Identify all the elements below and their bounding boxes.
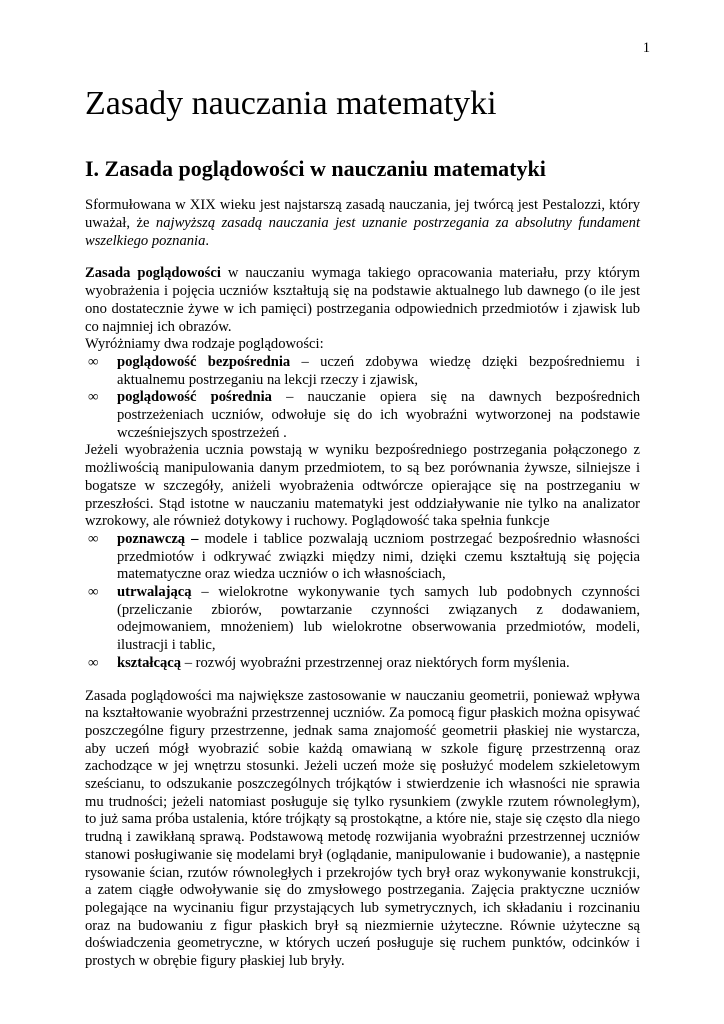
bullet-text — [117, 584, 640, 655]
paragraph — [85, 197, 640, 250]
page-number: 1 — [642, 40, 650, 56]
text-run: – wielokrotne wykonywanie tych samych lub podobnych czynności (przeliczanie zbiorów, powtarzanie czynności związanych z dodawaniem, odejmowaniem, mnożeniem) lub wielokrotne obserwowania przedmiotów, modeli, ilustracji i tablic, — [117, 584, 640, 654]
bullet-text — [117, 354, 640, 389]
infinity-bullet-icon: ∞ — [88, 389, 99, 406]
bullet-text — [117, 389, 640, 442]
bullet-item — [85, 584, 640, 655]
bullet-item — [85, 531, 640, 584]
document-body — [85, 197, 640, 971]
paragraph-spacer — [85, 673, 640, 688]
infinity-bullet-icon: ∞ — [88, 584, 99, 601]
text-run: Jeżeli wyobrażenia ucznia powstają w wyniku bezpośredniego postrzegania połączonego z możliwością manipulowania danym przedmiotem, to są bez porównania żywsze, silniejsze i bogatsze w szczegóły, aniżeli wyobrażenia odtwórcze opierające się na postrzeganiu w przeszłości. Stąd istotne w nauczaniu matematyki jest oddziaływanie nie tylko na analizator wzrokowy, ale również dotykowy i ruchowy. Poglądowość taka spełnia funkcje — [85, 442, 640, 530]
text-run: w nauczaniu wymaga takiego opracowania materiału, przy którym wyobrażenia i pojęcia uczniów kształtują się na podstawie aktualnego lub dawnego (o ile jest ono dostatecznie żywe w ich pamięci) postrzegania odpowiednich przedmiotów i zjawisk lub co najmniej ich obrazów. — [85, 265, 640, 335]
paragraph-spacer — [85, 250, 640, 265]
text-run: poznawczą – — [117, 530, 199, 547]
text-run: Sformułowana w XIX wieku jest najstarszą zasadą nauczania, jej twórcą jest Pestalozzi, który uważał, że — [85, 197, 640, 231]
bullet-item — [85, 655, 640, 673]
paragraph — [85, 688, 640, 971]
text-run: – nauczanie opiera się na dawnych bezpośrednich postrzeżeniach uczniów, odwołuje się do ich wyobraźni wytworzonej na podstawie wcześniejszych spostrzeżeń . — [117, 389, 640, 441]
paragraph — [85, 336, 640, 354]
text-run: Zasada poglądowości — [85, 265, 221, 282]
bullet-item — [85, 389, 640, 442]
text-run: utrwalającą — [117, 584, 192, 601]
text-run: . — [205, 232, 210, 249]
bullet-item — [85, 354, 640, 389]
infinity-bullet-icon: ∞ — [88, 530, 99, 547]
section-heading: I. Zasada poglądowości w nauczaniu matematyki — [85, 156, 546, 182]
infinity-bullet-icon: ∞ — [88, 353, 99, 370]
text-run: – uczeń zdobywa wiedzę dzięki bezpośredniemu i aktualnemu postrzeganiu na lekcji rzeczy i zjawisk, — [117, 353, 640, 388]
bullet-text — [117, 531, 640, 584]
text-run: Wyróżniamy dwa rodzaje poglądowości: — [85, 336, 324, 353]
text-run: najwyższą zasadą nauczania jest uznanie postrzegania za absolutny fundament wszelkiego poznania — [85, 214, 640, 249]
text-run: – rozwój wyobraźni przestrzennej oraz niektórych form myślenia. — [181, 654, 570, 671]
paragraph — [85, 265, 640, 336]
text-run: Zasada poglądowości ma największe zastosowanie w nauczaniu geometrii, ponieważ wpływa na kształtowanie wyobraźni przestrzennej uczniów. Za pomocą figur płaskich można opisywać poszczególne figury przestrzenne, jednak sama znajomość geometrii płaskiej nie wystarcza, aby uczeń mógł wyobrazić sobie każdą omawianą w szkole figurę przestrzenną oraz zachodzące w jej wnętrzu stosunki. Jeżeli uczeń może się posłużyć modelem szkieletowym sześcianu, to odszukanie poszczególnych trójkątów i stwierdzenie ich własności nie sprawia mu trudności; jeżeli natomiast posługuje się tylko rysunkiem (zwykle rzutem równoległym), to już sama próba ustalenia, które trójkąty są prostokątne, a które nie, staje się często dla niego trudną i zawikłaną sprawą. Podstawową metodę rozwijania wyobraźni przestrzennej uczniów stanowi posługiwanie się modelami brył (oglądanie, manipulowanie i budowanie), a następnie rysowanie ścian, rzutów równoległych i przekrojów tych brył oraz wykonywanie konstrukcji, a zatem ciągłe odwoływanie się do zmysłowego postrzegania. Zajęcia praktyczne uczniów polegające na wycinaniu figur przystających lub symetrycznych, ich składaniu i rozcinaniu oraz na budowaniu z figur płaskich brył są niezmiernie użyteczne. Równie użyteczne są doświadczenia geometryczne, w których uczeń posługuje się ruchem punktów, odcinków i prostych w obrębie figury płaskiej lub bryły. — [85, 687, 640, 970]
text-run: kształcącą — [117, 654, 182, 671]
paragraph — [85, 442, 640, 531]
text-run: poglądowość pośrednia — [117, 389, 272, 406]
text-run: modele i tablice pozwalają uczniom postrzegać bezpośrednio własności przedmiotów i odkrywać związki między nimi, dzięki czemu kształtują się pojęcia matematyczne oraz wiedza uczniów o ich własnościach, — [117, 530, 640, 583]
bullet-text — [117, 655, 640, 673]
text-run: poglądowość bezpośrednia — [117, 353, 291, 370]
document-title: Zasady nauczania matematyki — [85, 85, 497, 122]
infinity-bullet-icon: ∞ — [88, 654, 99, 671]
